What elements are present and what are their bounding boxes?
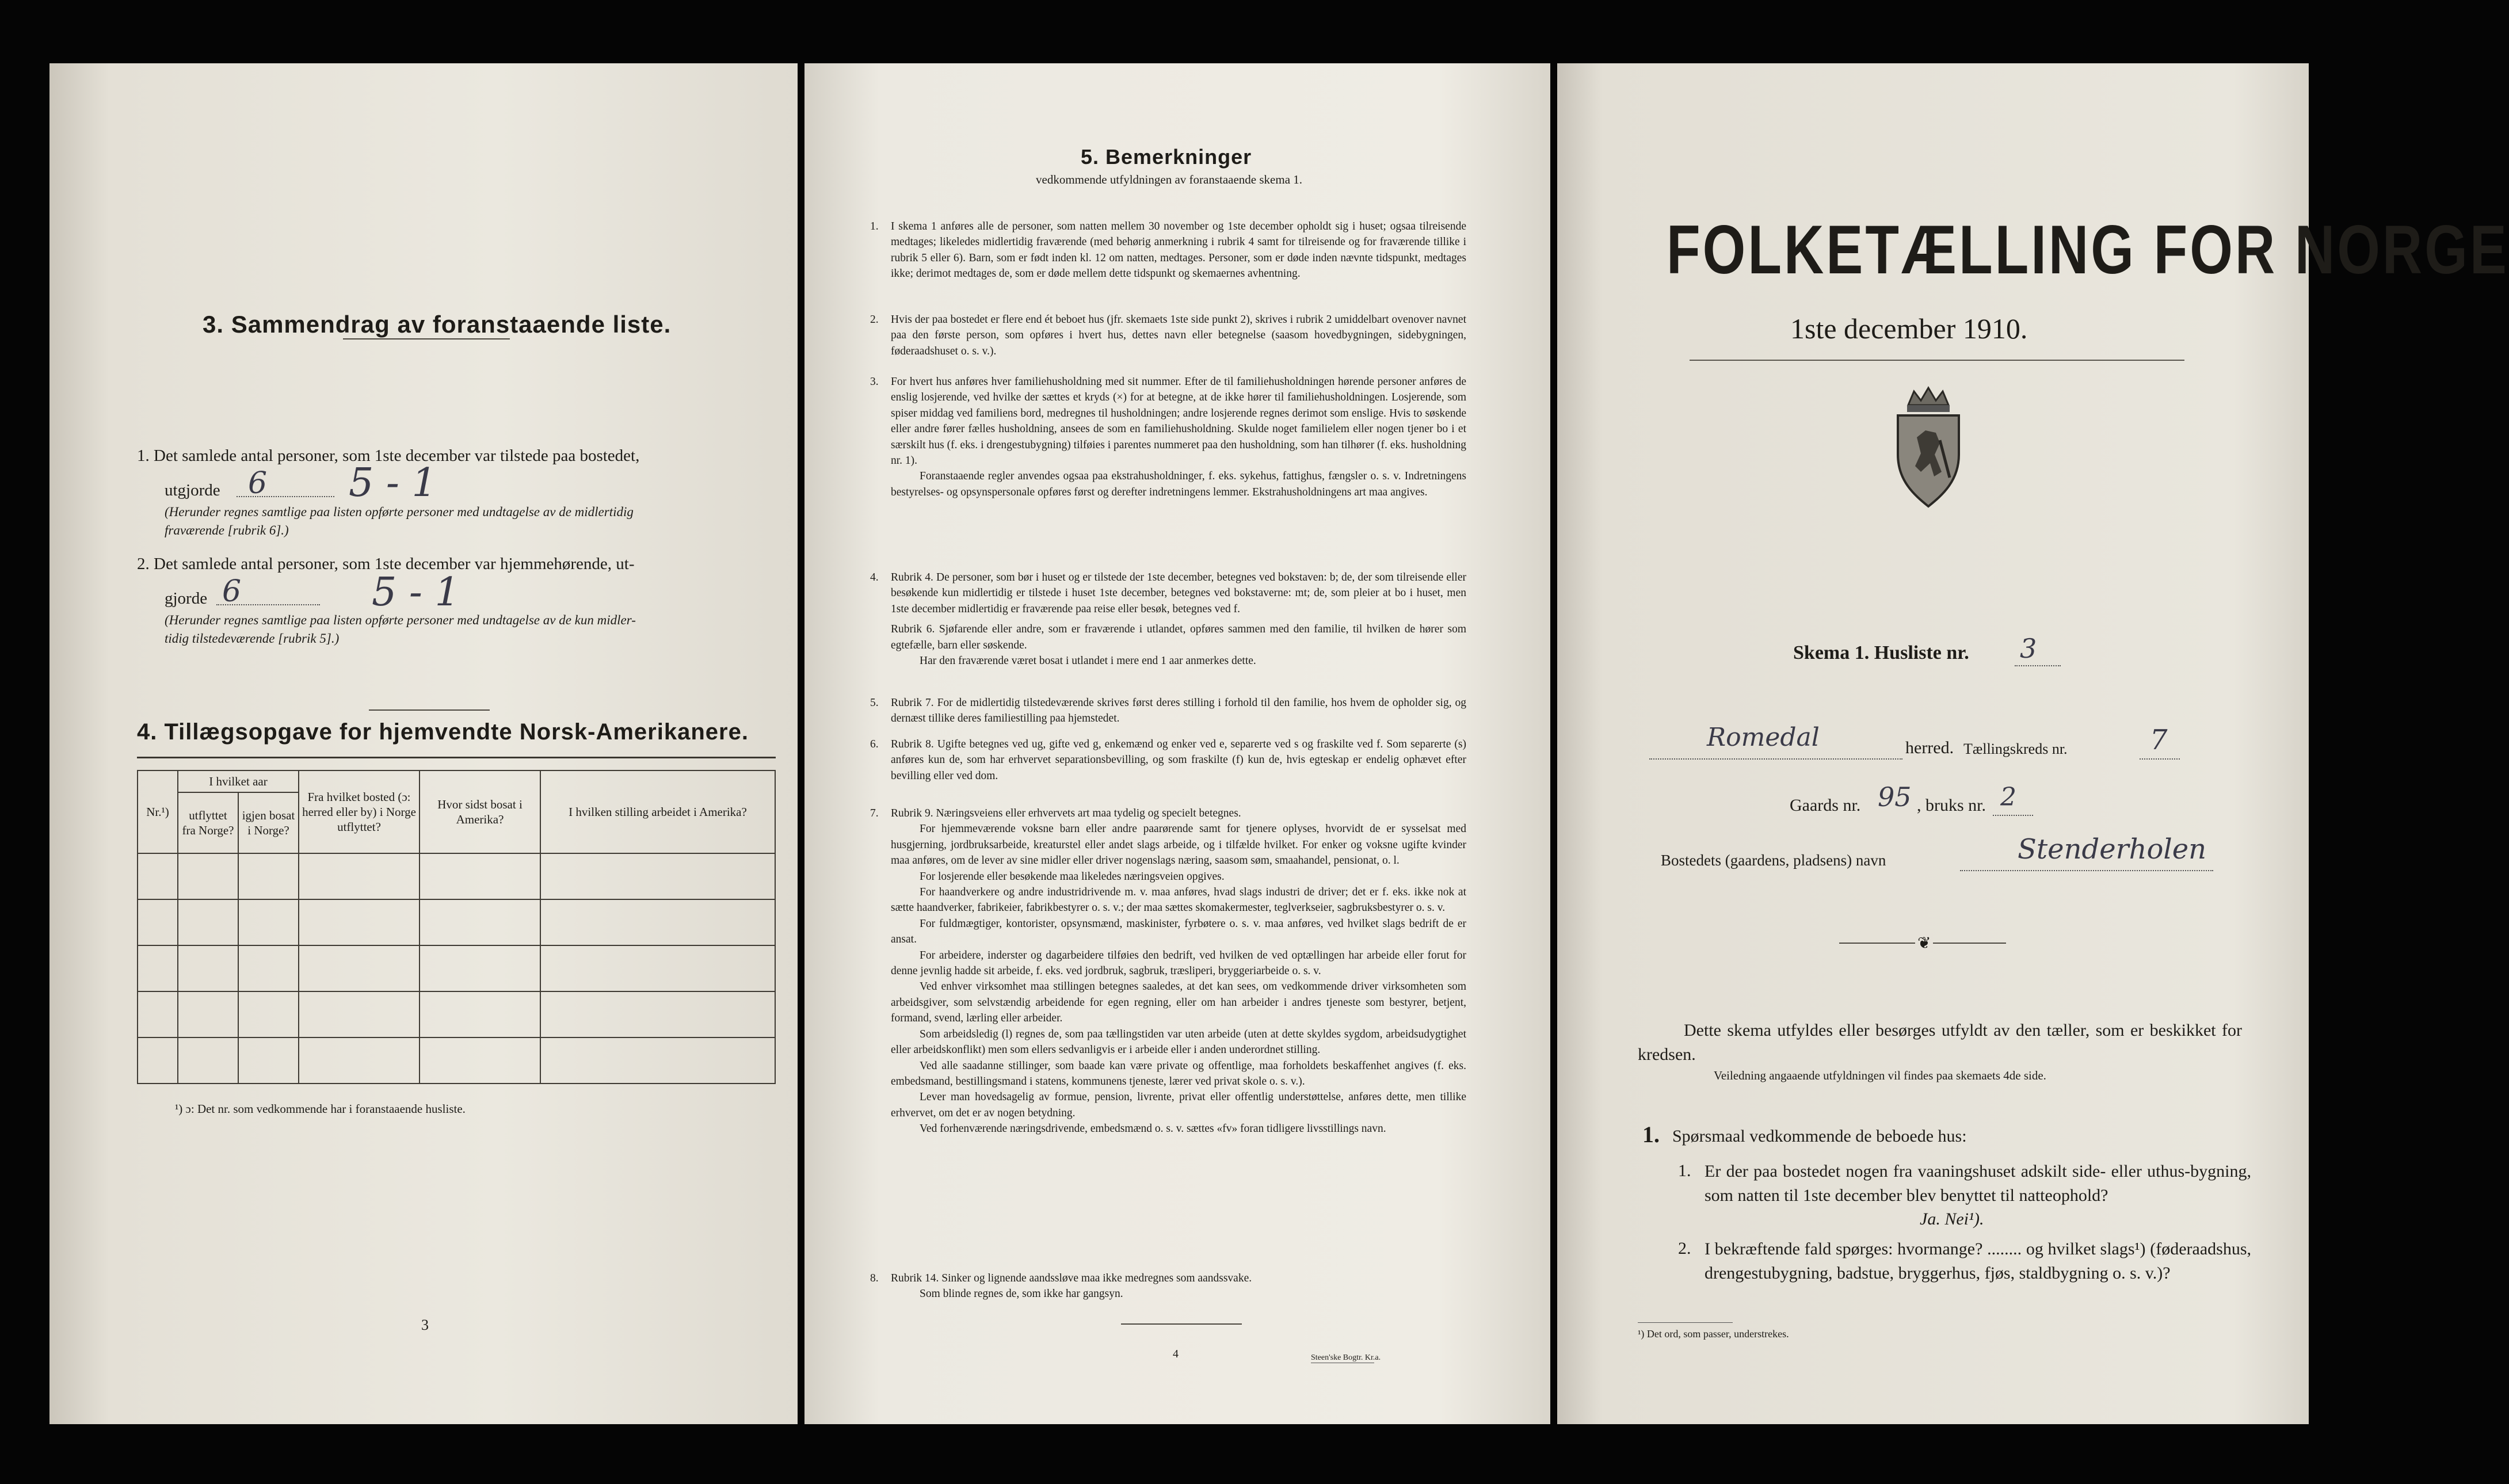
col-stilling: I hvilken stilling arbeidet i Amerika? [540,770,775,853]
remark-3: 3. For hvert hus anføres hver familiehusholdning med sit nummer. Efter de til familiehusholdningen hørende personer anføres de enslig losjerende, ved hvilke der sættes et kryds (×) for at betegne, at de ikke hører til familiehusholdningen. Losjerende, som spiser middag ved familiens bord, medregnes til husholdningen; andre losjerende regnes derimot som enslige. Hvis to søskende eller andre fører fælles husholdning, ansees de som en familiehusholdning. Skulde noget familielem eller nogen tjener bo i et særskilt hus (f. eks. i drengestubygning) tilføies i parentes nummeret paa den husholdning, som han tilhører (f. eks. husholdning nr. 1). Foranstaaende regler anvendes ogsaa paa ekstrahusholdninger, f. eks. sykehus, fattighus, fængsler o. s. v. Indretningens bestyrelses- og opsynspersonale opføres først og derefter indretningens lemmer. Ekstrahusholdningens art maa angives. [870,376,1466,498]
bosted-label: Bostedets (gaardens, pladsens) navn [1661,852,1886,869]
item-1-note-2: fraværende [rubrik 6].) [165,523,289,537]
remark-1: 1. I skema 1 anføres alle de personer, som natten mellem 30 november og 1ste december opholdt sig i huset; ogsaa tilreisende medtages; likeledes midlertidig fraværende (med behørig anmerkning i rubrik 4 samt for tilreisende og for fraværende tillike i rubrik 5 eller 6). Barn, som er født inden kl. 12 om natten, medtages. Personer, som er døde inden nævnte tidspunkt, medtages ikke; derimot medtages de, som er døde mellem dette tidspunkt og skemaernes avhentning. [870,220,1466,280]
skema-label: Skema 1. Husliste nr. [1793,642,1969,663]
table-row [138,945,775,991]
remarks-title: 5. Bemerkninger [1081,145,1252,169]
footnote-rule [1638,1322,1733,1323]
census-date: 1ste december 1910. [1790,312,2028,345]
remarks-subtitle: vedkommende utfyldningen av foranstaaende skema 1. [1036,173,1303,186]
census-title: FOLKETÆLLING FOR NORGE [1667,211,2509,288]
separator [1121,1323,1242,1325]
item-1-label: utgjorde [165,481,220,499]
instruction-text: Dette skema utfyldes eller besørges utfyldt av den tæller, som er beskikket for kredsen. [1638,1021,2242,1064]
footnote: ¹) Det ord, som passer, understrekes. [1638,1328,1789,1340]
section-4-rule [137,757,776,758]
title-rule [1690,360,2184,361]
remark-5: 5. Rubrik 7. For de midlertidig tilstedeværende skrives først deres stilling i forhold til den familie, hos hvem de opholder sig, og dernæst tillike deres familiestilling paa hjemstedet. [870,697,1466,725]
item-2-handwritten-correction: 5 - 1 [372,570,460,615]
dotted-line [2015,665,2061,666]
section-3-title: 3. Sammendrag av foranstaaende liste. [203,311,672,338]
col-hvor-bosat: Hvor sidst bosat i Amerika? [420,770,540,853]
col-utflyttet: utflyttet fra Norge? [178,792,238,853]
ornament-icon: ❦ [1915,933,1933,953]
bruks-label: , bruks nr. [1917,796,1986,815]
item-2-handwritten-count: 6 [222,574,242,609]
remark-4: 4. Rubrik 4. De personer, som bør i huset og er tilstede der 1ste december, betegnes ved bokstaven: b; de, der som tilreisende eller besøkende kun midlertidig er tilstede i huset 1ste december, betegnes ved bokstaverne: mt; de, som pleier at bo i huset, men 1ste december midlertidig er fraværende paa reise eller besøk, betegnes ved f. Rubrik 6. Sjøfarende eller andre, som er fraværende i utlandet, opføres sammen med den familie, til hvilken de hører som egtefælle, barn eller søskende. Har den fraværende været bosat i utlandet i mere end 1 aar anmerkes dette. [870,571,1466,667]
section-4-title: 4. Tillægsopgave for hjemvendte Norsk-Amerikanere. [137,719,749,745]
table-row [138,1037,775,1084]
item-1-handwritten-count: 6 [248,466,268,501]
bruks-number: 2 [2000,783,2016,812]
col-fra-bosted: Fra hvilket bosted (ɔ: herred eller by) i Norge utflyttet? [299,770,420,853]
col-igjen-bosat: igjen bosat i Norge? [238,792,299,853]
dotted-line [1649,758,1902,760]
question-1-text: Er der paa bostedet nogen fra vaaningshuset adskilt side- eller uthus-bygning, som natten til 1ste december blev benyttet til natteophold? [1705,1162,2251,1205]
col-nr: Nr.¹) [138,770,178,853]
remark-2: 2. Hvis der paa bostedet er flere end ét beboet hus (jfr. skemaets 1ste side punkt 2), skrives i rubrik 2 umiddelbart ovenover navnet paa den første person, som opføres i hvert hus, dettes navn eller betegnelse (saasom hovedbygningen, sidebygningen, føderaadshuset o. s. v.). [870,314,1466,357]
remark-7: 7. Rubrik 9. Næringsveiens eller erhvervets art maa tydelig og specielt betegnes. For hjemmeværende voksne barn eller andre paarørende samt for tjenere oplyses, hvorvidt de er sysselsat med husgjerning, jordbruksarbeide, kreaturstel eller andet slags arbeide, og i tilfælde hvilket. For enker og voksne ugifte kvinder maa anføres, om de lever av sine midler eller driver nogenslags næring, saasom søm, smaahandel, pensionat, o. l. For losjerende eller besøkende maa likeledes næringsveien opgives. For haandverkere og andre industridrivende m. v. maa anføres, hvad slags industri de driver; det er f. eks. ikke nok at sætte haandverker, fabrikeier, fabrikbestyrer o. s. v.; der maa sættes skomakermester, teglverkseier, sagbruksbestyrer o. s. v. For fuldmægtiger, kontorister, opsynsmænd, maskinister, fyrbøtere o. s. v. maa anføres, ved hvilket slags bedrift de er ansat. For arbeidere, inderster og dagarbeidere tilføies den bedrift, ved hvilken de ved optællingen har arbeide eller forut for denne jevnlig hadde sit arbeide, f. eks. ved jordbruk, sagbruk, træsliperi, bryggeriarbeide o. s. v. Ved enhver virksomhet maa stillingen betegnes saaledes, at det kan sees, om vedkommende driver virksomheten som arbeidsgiver, som selvstændig arbeidende for egen regning, eller om han arbeider i andres tjeneste som bestyrer, betjent, formand, svend, lærling eller arbeider. Som arbeidsledig (l) regnes de, som paa tællingstiden var uten arbeide (uten at dette skyldes sygdom, arbeidsudygtighet eller arbeidskonflikt) men som ellers sedvanligvis er i arbeide eller i anden underordnet stilling. Ved alle saadanne stillinger, som baade kan være private og offentlige, maa forholdets beskaffenhet angives (f. eks. embedsmand, bestillingsmand i statens, kommunens tjeneste, lærer ved privat skole o. s. v.). Lever man hovedsagelig av formue, pension, livrente, privat eller offentlig understøttelse, anføres dette, men tillike erhvervet, om det er av nogen betydning. Ved forhenværende næringsdrivende, embedsmænd o. s. v. sættes «fv» foran tidligere livsstillings navn. [870,807,1466,1135]
question-2-number: 2. [1678,1239,1691,1258]
item-2-note-2: tidig tilstedeværende [rubrik 5].) [165,631,340,646]
kreds-number: 7 [2150,724,2168,756]
dotted-line [2140,758,2180,760]
table-row [138,899,775,945]
page-number: 4 [1173,1348,1179,1360]
item-1-text: 1. Det samlede antal personer, som 1ste december var tilstede paa bostedet, [137,447,640,465]
questions-title: Spørsmaal vedkommende de beboede hus: [1672,1127,1967,1146]
remark-6: 6. Rubrik 8. Ugifte betegnes ved ug, gifte ved g, enkemænd og enker ved e, separerte ved s og fraskilte ved f. Som separerte (s) anføres kun de, som har erhvervet separationsbevilling, og som fraskilte (f) kun de, hvis egteskap er endelig ophævet efter bevilling eller ved dom. [870,738,1466,782]
kreds-label: Tællingskreds nr. [1963,741,2068,757]
table-row [138,991,775,1037]
table-footnote: ¹) ɔ: Det nr. som vedkommende har i foranstaaende husliste. [175,1102,466,1116]
col-year-group: I hvilket aar [178,770,299,792]
gaards-number: 95 [1878,781,1912,812]
questions-number: 1. [1642,1121,1660,1147]
herred-name: Romedal [1707,723,1820,752]
item-1-handwritten-correction: 5 - 1 [349,460,437,506]
husliste-number: 3 [2020,633,2037,664]
item-1-note-1: (Herunder regnes samtlige paa listen opførte personer med undtagelse av de midlertidig [165,505,634,519]
table-row [138,853,775,899]
question-2-text: I bekræftende fald spørges: hvormange? ........ og hvilket slags¹) (føderaadshus, drengestubygning, badstue, bryggerhus, fjøs, staldbygning o. s. v.)? [1705,1239,2251,1283]
norsk-amerikanere-table [137,770,776,1084]
page-1 [1557,63,2509,1424]
page-number: 3 [421,1317,429,1333]
norwegian-coat-of-arms-icon [1885,386,1972,509]
title-underline [343,338,510,339]
bosted-name: Stenderholen [2018,833,2207,865]
page-4 [804,63,1550,1424]
dotted-line [1993,815,2033,816]
question-1-answer-options: Ja. Nei¹). [1920,1210,1984,1229]
instruction-note: Veiledning angaaende utfyldningen vil findes paa skemaets 4de side. [1714,1069,2046,1082]
remark-8: 8. Rubrik 14. Sinker og lignende aandssløve maa ikke medregnes som aandssvake. Som blinde regnes de, som ikke har gangsyn. [870,1272,1252,1300]
separator [369,709,490,711]
item-2-text: 2. Det samlede antal personer, som 1ste december var hjemmehørende, ut- [137,555,635,573]
dotted-line [216,604,320,605]
item-2-note-1: (Herunder regnes samtlige paa listen opførte personer med undtagelse av de kun midler- [165,613,636,627]
dotted-line [237,496,334,497]
item-2-label: gjorde [165,589,208,608]
printer-imprint: Steen'ske Bogtr. Kr.a. [1311,1353,1381,1362]
gaards-label: Gaards nr. [1790,796,1861,815]
dotted-line [1960,870,2213,871]
herred-label: herred. [1905,738,1954,757]
page-3 [49,63,798,1424]
question-1-number: 1. [1678,1161,1691,1180]
